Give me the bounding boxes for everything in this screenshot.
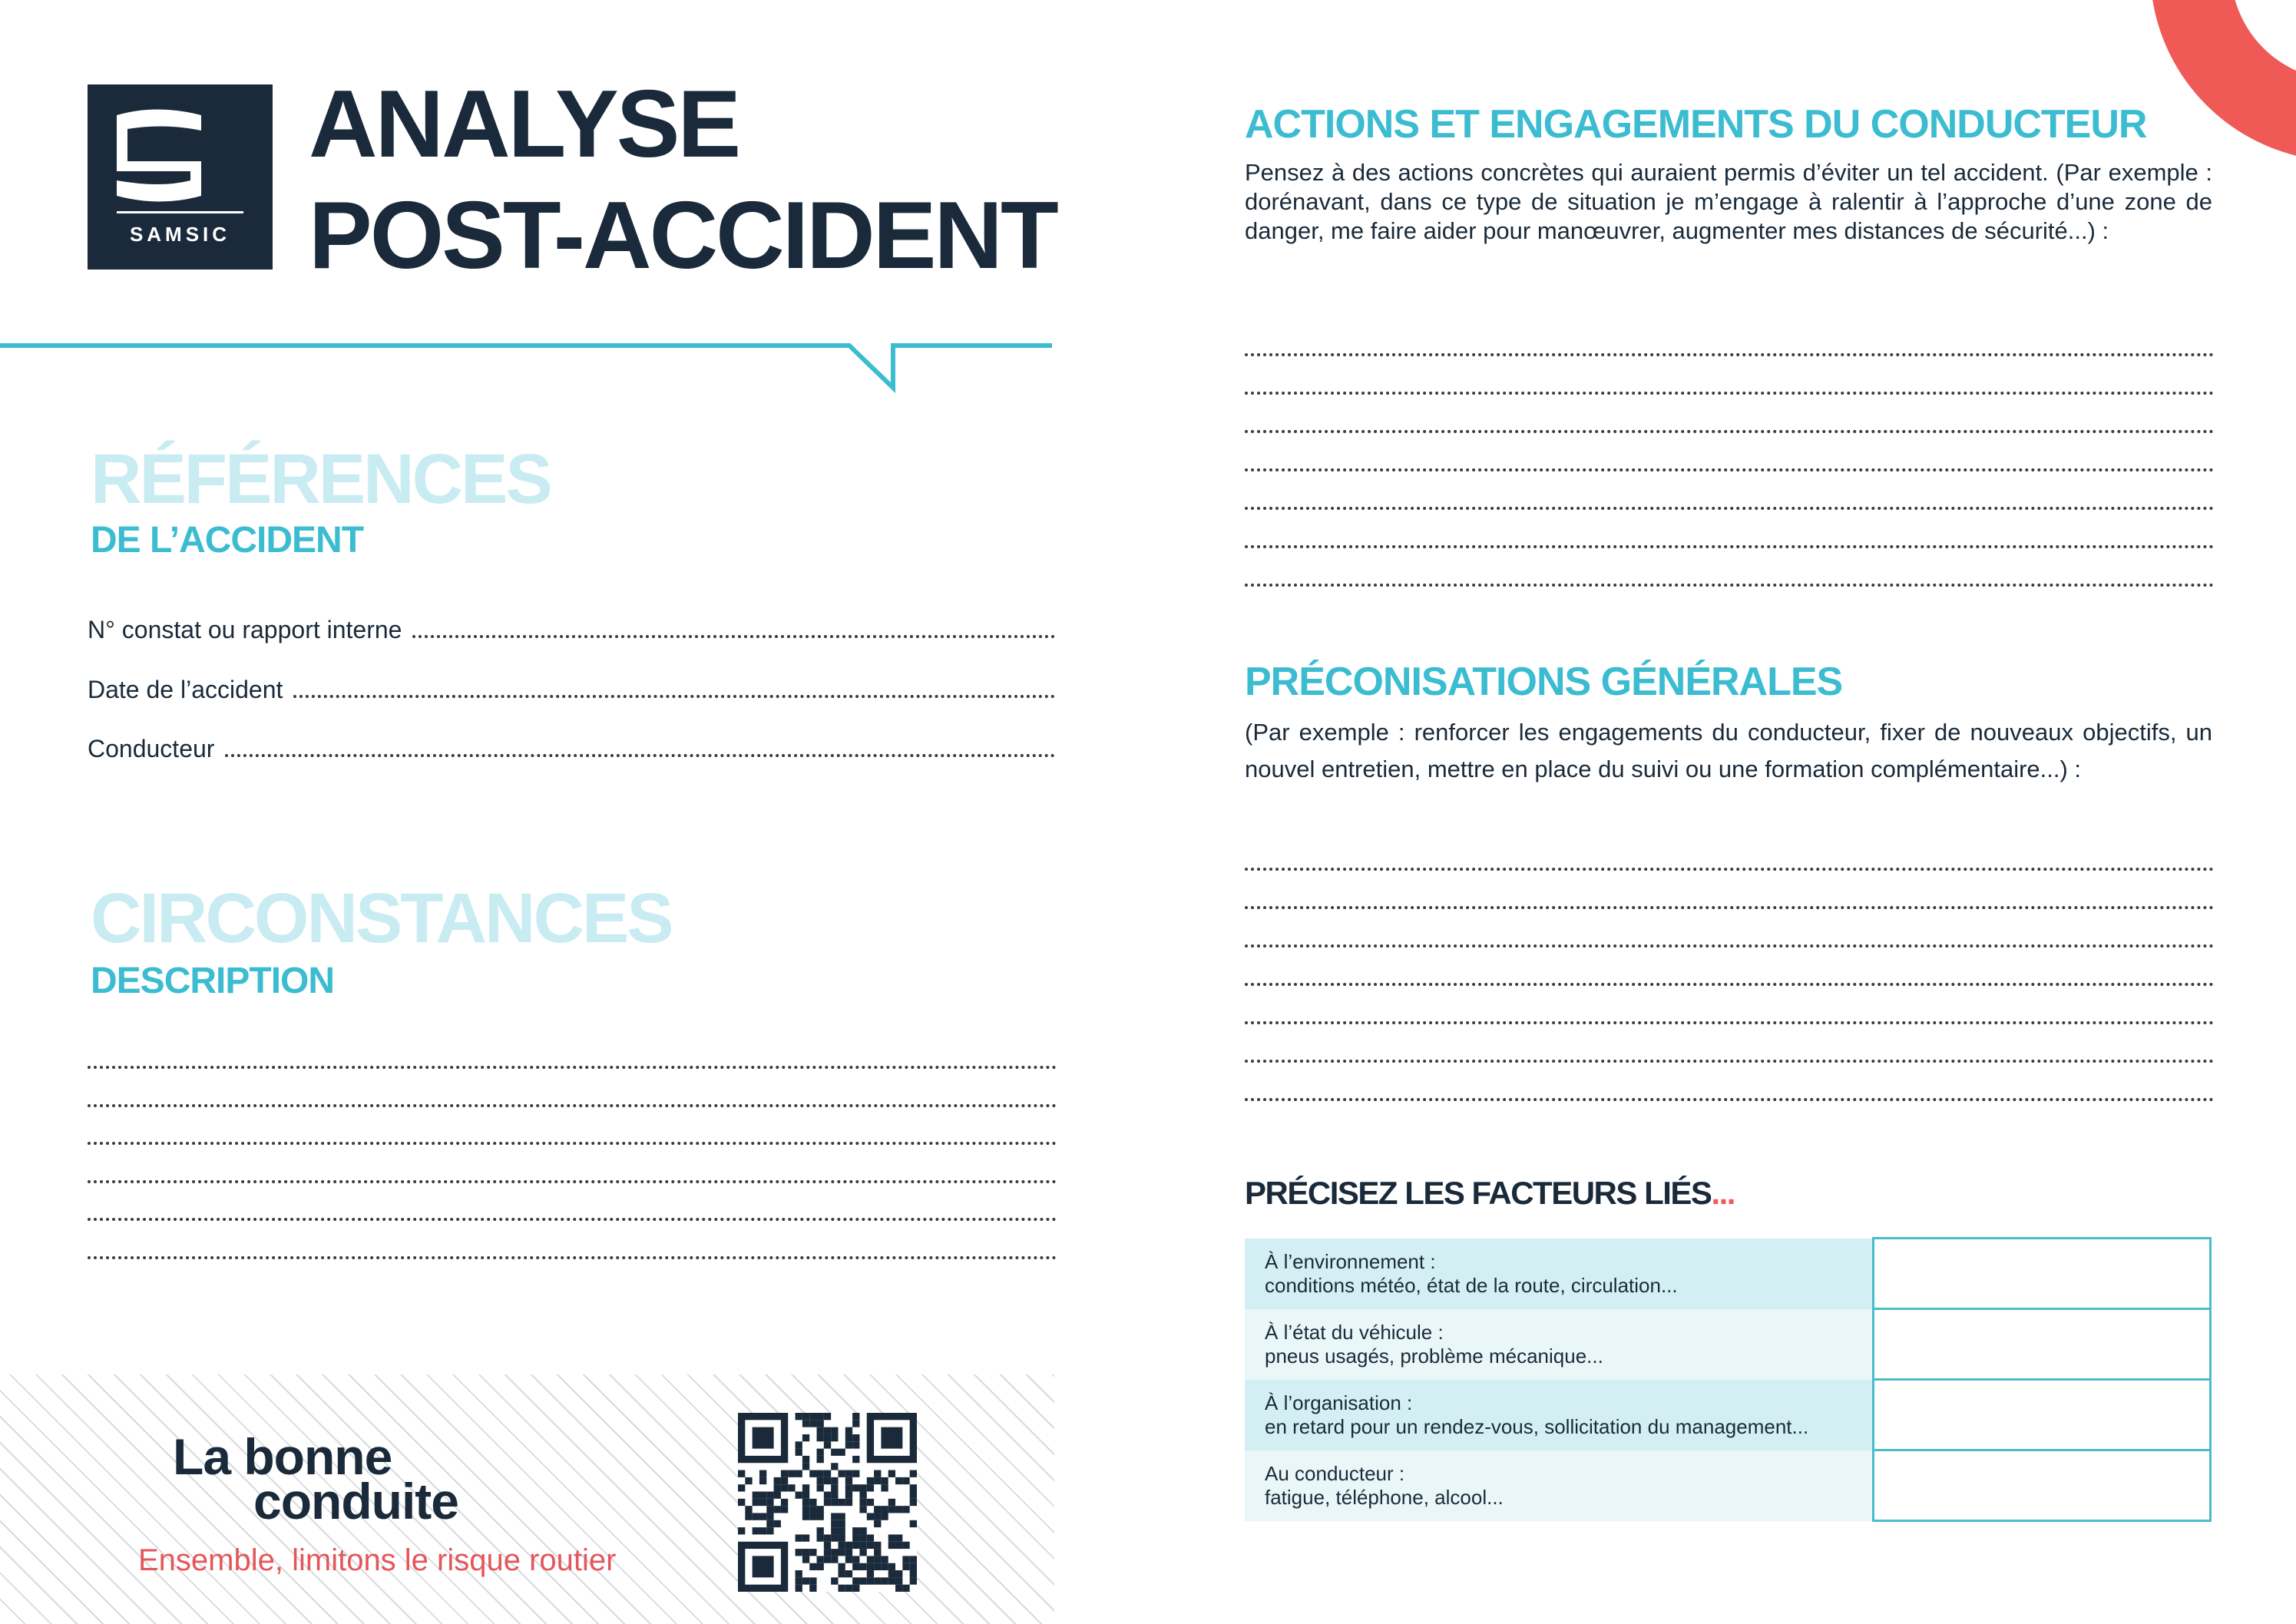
facteurs-table <box>1245 1237 2212 1522</box>
facteurs-title-suffix: ... <box>1711 1175 1735 1211</box>
actions-instructions: Pensez à des actions concrètes qui auraient permis d’éviter un tel accident. (Par exemple : dorénavant, dans ce type de situation je m’engage à ralentir à l’approche d’une zone de danger, me faire aider pour manœuvrer, augmenter mes distances de sécurité...) : <box>1245 159 2212 244</box>
answer-line[interactable] <box>88 1218 1057 1221</box>
field-label: Date de l’accident <box>88 676 283 703</box>
facteurs-title <box>1245 1175 1735 1212</box>
field-conducteur[interactable] <box>88 735 1055 763</box>
answer-line[interactable] <box>1245 392 2214 395</box>
answer-line[interactable] <box>1245 944 2214 948</box>
brand-line1: La bonne <box>173 1428 392 1485</box>
answer-line[interactable] <box>1245 983 2214 986</box>
answer-line[interactable] <box>1245 1021 2214 1024</box>
answer-line[interactable] <box>1245 468 2214 471</box>
answer-line[interactable] <box>1245 507 2214 510</box>
references-subtitle: DE L’ACCIDENT <box>91 520 364 561</box>
field-blank[interactable] <box>412 635 1055 638</box>
la-bonne-conduite-logo <box>173 1428 458 1530</box>
circonstances-title: CIRCONSTANCES <box>91 879 672 958</box>
field-constat[interactable] <box>88 616 1055 644</box>
factor-answer-box[interactable] <box>1873 1450 2211 1521</box>
speech-bubble-divider <box>0 338 1060 399</box>
answer-line[interactable] <box>1245 430 2214 433</box>
factor-label: À l’état du véhicule : <box>1265 1320 1444 1344</box>
answer-line[interactable] <box>1245 868 2214 871</box>
factor-examples: conditions météo, état de la route, circulation... <box>1265 1273 1678 1297</box>
factor-answer-box[interactable] <box>1873 1380 2211 1450</box>
preconisations-instructions: (Par exemple : renforcer les engagements du conducteur, fixer de nouveaux objectifs, un nouvel entretien, mettre en place du suivi ou une formation complémentaire...) : <box>1245 719 2212 782</box>
qr-code[interactable] <box>738 1413 917 1592</box>
answer-line[interactable] <box>88 1066 1057 1069</box>
field-label: N° constat ou rapport interne <box>88 616 402 643</box>
brand-line2: conduite <box>253 1473 458 1530</box>
answer-line[interactable] <box>1245 906 2214 909</box>
table-row <box>1245 1380 2211 1450</box>
factor-examples: en retard pour un rendez-vous, sollicitation du management... <box>1265 1414 1809 1438</box>
field-blank[interactable] <box>293 695 1055 698</box>
decorative-ring <box>2142 0 2296 161</box>
answer-line[interactable] <box>1245 545 2214 548</box>
actions-title: ACTIONS ET ENGAGEMENTS DU CONDUCTEUR <box>1245 102 2147 147</box>
field-blank[interactable] <box>225 754 1055 757</box>
page-title-line2: POST-ACCIDENT <box>309 183 1057 289</box>
table-row <box>1245 1239 2211 1309</box>
footer-tagline: Ensemble, limitons le risque routier <box>138 1543 617 1577</box>
circonstances-subtitle: DESCRIPTION <box>91 961 335 1001</box>
factor-label: À l’environnement : <box>1265 1249 1436 1273</box>
table-row <box>1245 1309 2211 1380</box>
samsic-logo <box>88 84 273 270</box>
facteurs-title-text: PRÉCISEZ LES FACTEURS LIÉS <box>1245 1175 1712 1211</box>
factor-examples: fatigue, téléphone, alcool... <box>1265 1485 1504 1509</box>
factor-answer-box[interactable] <box>1873 1309 2211 1380</box>
page-title-line1: ANALYSE <box>309 71 739 177</box>
table-row <box>1245 1450 2211 1521</box>
answer-line[interactable] <box>1245 1098 2214 1101</box>
answer-line[interactable] <box>1245 353 2214 356</box>
field-label: Conducteur <box>88 735 215 762</box>
factor-label: À l’organisation : <box>1265 1391 1413 1414</box>
samsic-logo-text: SAMSIC <box>129 223 231 246</box>
factor-examples: pneus usagés, problème mécanique... <box>1265 1344 1603 1368</box>
preconisations-title: PRÉCONISATIONS GÉNÉRALES <box>1245 660 1843 704</box>
field-date[interactable] <box>88 676 1055 704</box>
answer-line[interactable] <box>1245 584 2214 587</box>
answer-line[interactable] <box>1245 1060 2214 1063</box>
answer-line[interactable] <box>88 1180 1057 1183</box>
answer-line[interactable] <box>88 1104 1057 1107</box>
references-title: RÉFÉRENCES <box>91 440 551 518</box>
factor-answer-box[interactable] <box>1873 1239 2211 1309</box>
answer-line[interactable] <box>88 1256 1057 1259</box>
factor-label: Au conducteur : <box>1265 1461 1405 1485</box>
answer-line[interactable] <box>88 1142 1057 1145</box>
